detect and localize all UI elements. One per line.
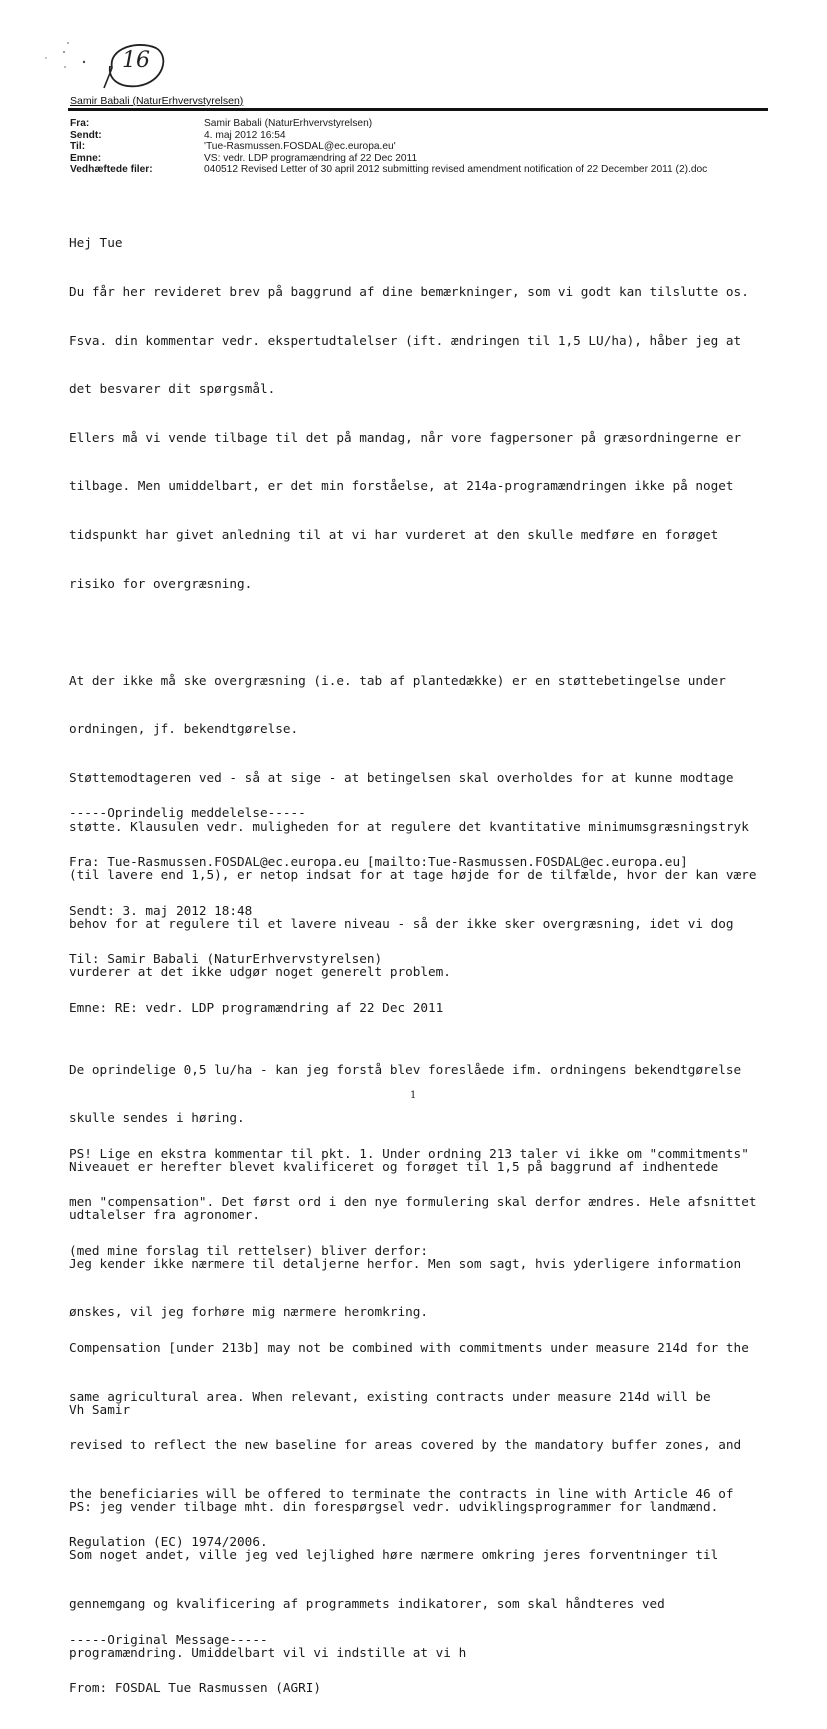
quoted-line xyxy=(69,1291,809,1307)
body-line: Fsva. din kommentar vedr. ekspertudtalelser (ift. ændringen til 1,5 LU/ha), håber jeg at xyxy=(69,332,742,348)
quoted-line: Emne: RE: vedr. LDP programændring af 22 Dec 2011 xyxy=(69,999,444,1015)
header-value: VS: vedr. LDP programændring af 22 Dec 2011 xyxy=(204,152,418,164)
quoted-line: PS! Lige en ekstra kommentar til pkt. 1. Under ordning 213 taler vi ikke om "commitments" xyxy=(69,1145,749,1161)
body-line: Ellers må vi vende tilbage til det på mandag, når vore fagpersoner på græsordningerne er xyxy=(69,429,742,445)
header-divider xyxy=(68,108,768,111)
body-line: Hej Tue xyxy=(69,235,123,251)
quoted-line: -----Original Message----- xyxy=(69,1631,268,1647)
quoted-line: the beneficiaries will be offered to terminate the contracts in line with Article 46 of xyxy=(69,1485,734,1501)
quoted-line: men "compensation". Det først ord i den nye formulering skal derfor ændres. Hele afsnittet xyxy=(69,1194,757,1210)
quoted-line: (med mine forslag til rettelser) bliver derfor: xyxy=(69,1242,429,1258)
quoted-line: From: FOSDAL Tue Rasmussen (AGRI) xyxy=(69,1680,322,1696)
body-line: støtte. Klausulen vedr. muligheden for at regulere det kvantitative minimumsgræsningstryk xyxy=(69,818,749,834)
quoted-line: same agricultural area. When relevant, existing contracts under measure 214d will be xyxy=(69,1388,711,1404)
header-row-from xyxy=(70,118,790,130)
body-line: At der ikke må ske overgræsning (i.e. tab af plantedække) er en støttebetingelse under xyxy=(69,672,726,688)
header-label: Vedhæftede filer: xyxy=(70,164,153,176)
header-row-attachments xyxy=(70,164,790,176)
body-line: tidspunkt har givet anledning til at vi har vurderet at den skulle medføre en forøget xyxy=(69,526,719,542)
body-line: ordningen, jf. bekendtgørelse. xyxy=(69,721,299,737)
page-number: 1 xyxy=(410,1090,417,1101)
quoted-line: Compensation [under 213b] may not be combined with commitments under measure 214d for the xyxy=(69,1339,749,1355)
sender-heading: Samir Babali (NaturErhvervstyrelsen) xyxy=(70,95,244,107)
body-line: Du får her revideret brev på baggrund af dine bemærkninger, som vi godt kan tilslutte os. xyxy=(69,284,749,299)
header-value: 4. maj 2012 16:54 xyxy=(204,129,286,141)
header-row-sent xyxy=(70,130,790,142)
body-line: vurderer at det ikke udgør noget generelt problem. xyxy=(69,964,451,980)
quoted-line: Fra: Tue-Rasmussen.FOSDAL@ec.europa.eu [mailto:Tue-Rasmussen.FOSDAL@ec.europa.eu] xyxy=(69,854,688,869)
body-line: Jeg kender ikke nærmere til detaljerne herfor. Men som sagt, hvis yderligere information xyxy=(69,1255,742,1271)
quoted-line: Til: Samir Babali (NaturErhvervstyrelsen) xyxy=(69,951,383,967)
stamp-number: 16 xyxy=(122,48,150,73)
header-value: 'Tue-Rasmussen.FOSDAL@ec.europa.eu' xyxy=(204,141,396,153)
quoted-original-message xyxy=(69,773,809,1729)
body-line xyxy=(69,624,809,640)
body-line: tilbage. Men umiddelbart, er det min forståelse, at 214a-programændringen ikke på noget xyxy=(69,478,734,494)
body-line: Vh Samir xyxy=(69,1401,131,1417)
header-label: Til: xyxy=(70,141,86,153)
body-line: udtalelser fra agronomer. xyxy=(69,1207,260,1223)
quoted-line xyxy=(69,1583,809,1599)
header-row-subject xyxy=(70,153,790,165)
body-line: PS: jeg vender tilbage mht. din forespørgsel vedr. udviklingsprogrammer for landmænd. xyxy=(69,1498,719,1514)
body-line: (til lavere end 1,5), er netop indsat for at tage højde for de tilfælde, hvor der kan være xyxy=(69,867,757,883)
body-line: Som noget andet, ville jeg ved lejlighed høre nærmere omkring jeres forventninger til xyxy=(69,1547,719,1563)
body-line: ønskes, vil jeg forhøre mig nærmere heromkring. xyxy=(69,1304,429,1320)
body-line: De oprindelige 0,5 lu/ha - kan jeg forstå blev foreslåede ifm. ordningens bekendtgørelse xyxy=(69,1061,742,1077)
quoted-line xyxy=(69,1097,809,1113)
body-line: det besvarer dit spørgsmål. xyxy=(69,381,276,397)
body-line: programændring. Umiddelbart vil vi indstille at vi h xyxy=(69,1644,467,1660)
header-value: Samir Babali (NaturErhvervstyrelsen) xyxy=(204,118,373,129)
body-line: gennemgang og kvalificering af programmets indikatorer, som skal håndteres ved xyxy=(69,1596,665,1612)
body-line: Støttemodtageren ved - så at sige - at betingelsen skal overholdes for at kunne modtage xyxy=(69,769,734,785)
quoted-line: revised to reflect the new baseline for areas covered by the mandatory buffer zones, and xyxy=(69,1437,742,1453)
email-header xyxy=(70,118,790,176)
quoted-line: Sendt: 3. maj 2012 18:48 xyxy=(69,902,253,918)
body-line: behov for at regulere til et lavere niveau - så der ikke sker overgræsning, idet vi dog xyxy=(69,915,734,931)
quoted-line: Regulation (EC) 1974/2006. xyxy=(69,1534,268,1550)
body-line: skulle sendes i høring. xyxy=(69,1110,245,1126)
header-row-to xyxy=(70,141,790,153)
body-line: risiko for overgræsning. xyxy=(69,575,253,591)
quoted-line xyxy=(69,1048,809,1064)
quoted-line: -----Oprindelig meddelelse----- xyxy=(69,805,306,821)
scan-specks xyxy=(40,40,100,80)
body-line: Niveauet er herefter blevet kvalificeret og forøget til 1,5 på baggrund af indhentede xyxy=(69,1158,719,1174)
header-label: Fra: xyxy=(70,118,90,129)
header-label: Emne: xyxy=(70,152,102,164)
attachment-filename: 040512 Revised Letter of 30 april 2012 submitting revised amendment notification of 22 December 2011 (2).doc xyxy=(204,164,708,176)
handwritten-page-stamp xyxy=(98,38,170,92)
header-label: Sendt: xyxy=(70,129,102,141)
